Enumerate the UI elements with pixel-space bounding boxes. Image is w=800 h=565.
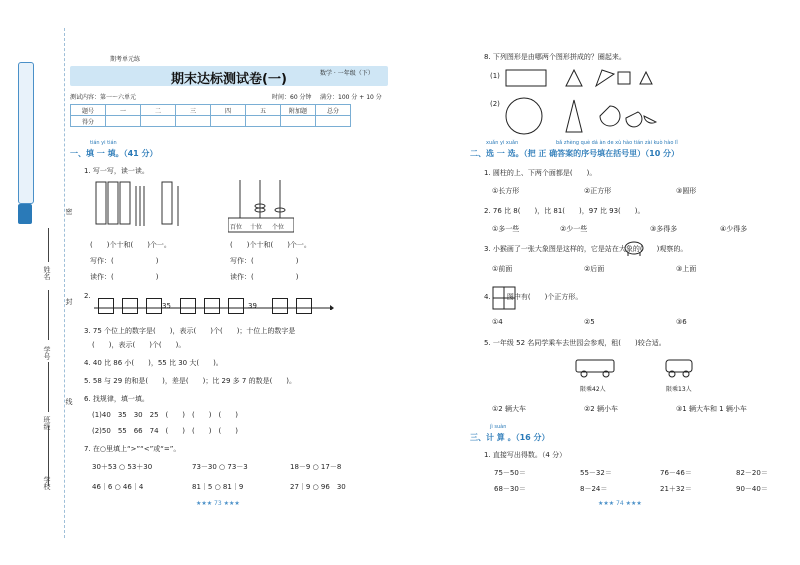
abacus-label-ones: 个位 (272, 224, 285, 231)
class-label: 班级 (43, 416, 51, 430)
calc-item: 75－50＝ (494, 469, 526, 477)
sidebar (14, 28, 73, 538)
table-cell: 附加题 (281, 105, 316, 116)
seal-mark-3: 线 (65, 398, 73, 405)
sec2-pinyin-b: bǎ zhèng què dá àn de xù hào tián zài kuò hào lǐ (556, 140, 678, 146)
table-cell: 五 (246, 105, 281, 116)
c2-text: 2. 76 比 8( )，比 81( )，97 比 93( )。 (484, 207, 645, 215)
number-line-box[interactable] (296, 298, 312, 314)
q8-1-label: (1) (490, 72, 500, 80)
c1-text: 1. 圆柱的上、下两个面都是( )。 (484, 169, 597, 177)
sec3-pinyin: jì suàn (490, 424, 507, 430)
q7-item: 73－30 ○ 73－3 (192, 463, 248, 471)
table-cell: 总分 (316, 105, 351, 116)
q3-text: 3. 75 个位上的数字是( )，表示( )个( )；十位上的数字是 (84, 327, 296, 335)
table-cell: 三 (176, 105, 211, 116)
q1-right-line2: 写作：( ) (230, 257, 299, 265)
q7-item: 18－9 ○ 17－8 (290, 463, 342, 471)
c2-option[interactable]: ①多一些 (492, 225, 520, 233)
q7-item: 27｜9 ○ 96 30 (290, 483, 346, 491)
q8-text: 8. 下列图形是由哪两个图形拼成的？圈起来。 (484, 53, 626, 61)
square-grid-icon (492, 286, 516, 310)
table-cell: 四 (211, 105, 246, 116)
score-cell[interactable] (211, 116, 246, 127)
q8-1-shapes (504, 66, 664, 90)
side-note-strip (18, 62, 34, 204)
c1-option[interactable]: ②正方形 (584, 187, 612, 195)
test-time: 时间：60 分钟 (272, 94, 312, 101)
seal-mark-2: 封 (65, 298, 73, 305)
c1-option[interactable]: ①长方形 (492, 187, 520, 195)
number-line-label-35: 35 (162, 302, 171, 310)
c1-option[interactable]: ③圆形 (676, 187, 697, 195)
number-line-label-39: 39 (248, 302, 257, 310)
test-score: 满分：100 分 + 10 分 (320, 94, 382, 101)
calc-item: 8－24＝ (580, 485, 608, 493)
calc-item: 76－46＝ (660, 469, 692, 477)
score-cell[interactable] (281, 116, 316, 127)
name-field[interactable] (48, 228, 49, 262)
q6a-text: (1)40 35 30 25 ( ) ( ) ( ) (92, 411, 238, 419)
sec3-title: 三、计 算 。（16 分） (470, 433, 550, 442)
c5-option[interactable]: ③1 辆大车和 1 辆小车 (676, 405, 747, 413)
q8-2-shapes (504, 96, 664, 136)
calc-item: 82－20＝ (736, 469, 768, 477)
number-label: 学号 (43, 346, 51, 360)
number-line-box[interactable] (98, 298, 114, 314)
q7-item: 30＋53 ○ 53＋30 (92, 463, 153, 471)
bundle-sticks-image (94, 180, 154, 232)
c4-option[interactable]: ①4 (492, 318, 503, 326)
c4-option[interactable]: ②5 (584, 318, 595, 326)
q1-left-line3: 读作：( ) (90, 273, 159, 281)
q1-right-line1: ( )个十和( )个一。 (230, 241, 311, 249)
table-cell: 二 (141, 105, 176, 116)
table-cell: 一 (106, 105, 141, 116)
school-field[interactable] (48, 426, 49, 486)
q3-text-cont: ( )，表示( )个( )。 (92, 341, 186, 349)
c3-text: 3. 小猴画了一张大象图是这样的，它是站在大象的( )观察的。 (484, 245, 688, 253)
c4-option[interactable]: ③6 (676, 318, 687, 326)
page-number-left: ★★★ 73 ★★★ (196, 500, 240, 507)
small-bus-icon (664, 358, 694, 378)
q7-item: 46｜6 ○ 46｜4 (92, 483, 144, 491)
q7-text: 7. 在○里填上“>”“<”或“=”。 (84, 445, 181, 453)
calc-item: 21＋32＝ (660, 485, 692, 493)
c3-option[interactable]: ①前面 (492, 265, 513, 273)
c3-option[interactable]: ③上面 (676, 265, 697, 273)
q5-text: 5. 58 与 29 的和是( )，差是( )；比 29 多 7 的数是( )。 (84, 377, 297, 385)
page-number-right: ★★★ 74 ★★★ (598, 500, 642, 507)
abacus-label-hundreds: 百位 (230, 224, 243, 231)
number-line-box[interactable] (204, 298, 220, 314)
calc-item: 68－30＝ (494, 485, 526, 493)
small-bus-label: 限乘13人 (666, 386, 692, 393)
q1-left-line2: 写作：( ) (90, 257, 159, 265)
seal-mark-1: 密 (65, 208, 73, 215)
score-cell[interactable] (316, 116, 351, 127)
number-line-box[interactable] (272, 298, 288, 314)
c4-text: 4. 图中有( )个正方形。 (484, 293, 583, 301)
c5-text: 5. 一年级 52 名同学乘车去世园会参观，租( )较合适。 (484, 339, 666, 347)
q1-right-line3: 读作：( ) (230, 273, 299, 281)
score-table-head-row (71, 105, 351, 116)
q2-text: 2. (84, 292, 91, 300)
q4-text: 4. 40 比 86 小( )，55 比 30 大( )。 (84, 359, 223, 367)
school-label: 学校 (43, 476, 51, 490)
table-cell: 得分 (71, 116, 106, 127)
d1-text: 1. 直接写出得数。（4 分） (484, 451, 567, 459)
number-line-box[interactable] (180, 298, 196, 314)
name-label: 姓名 (43, 266, 51, 280)
test-scope: 测试内容：第一～六单元 (70, 94, 137, 101)
sec1-pinyin: tián yi tián (90, 140, 117, 146)
c2-option[interactable]: ③多得多 (650, 225, 678, 233)
sec1-title: 一、填 一 填。（41 分） (70, 149, 158, 158)
q1-text: 1. 写一写，读一读。 (84, 167, 149, 175)
number-field[interactable] (48, 290, 49, 340)
score-cell[interactable] (141, 116, 176, 127)
header-tag: 期考单元练 (110, 56, 141, 63)
q7-item: 81｜5 ○ 81｜9 (192, 483, 244, 491)
calc-item: 55－32＝ (580, 469, 612, 477)
abacus-label-tens: 十位 (250, 224, 263, 231)
c5-option[interactable]: ②2 辆小车 (584, 405, 618, 413)
number-line-box[interactable] (146, 298, 162, 314)
score-table (70, 104, 351, 127)
page-title: 期末达标测试卷(一) (171, 72, 287, 87)
score-table-score-row (71, 116, 351, 127)
q1-left-line1: ( )个十和( )个一。 (90, 241, 171, 249)
elephant-drawing-icon (622, 240, 646, 256)
q8-2-label: (2) (490, 100, 500, 108)
table-cell: 题号 (71, 105, 106, 116)
c3-option[interactable]: ②后面 (584, 265, 605, 273)
q6b-text: (2)50 55 66 74 ( ) ( ) ( ) (92, 427, 238, 435)
subject-label: 数学 · 一年级（下） (320, 70, 374, 77)
c5-option[interactable]: ①2 辆大车 (492, 405, 526, 413)
sec2-pinyin-a: xuǎn yi xuǎn (486, 140, 519, 146)
number-line-box[interactable] (122, 298, 138, 314)
sticks-image (160, 180, 190, 232)
c2-option[interactable]: ②少一些 (560, 225, 588, 233)
number-line-box[interactable] (228, 298, 244, 314)
c2-option[interactable]: ④少得多 (720, 225, 748, 233)
sec2-title: 二、选 一 选。（把 正 确答案的序号填在括号里）（10 分） (470, 149, 680, 158)
score-cell[interactable] (106, 116, 141, 127)
calc-item: 90－40＝ (736, 485, 768, 493)
big-bus-label: 限乘42人 (580, 386, 606, 393)
score-cell[interactable] (246, 116, 281, 127)
q6-text: 6. 找规律，填一填。 (84, 395, 149, 403)
class-field[interactable] (48, 362, 49, 412)
big-bus-icon (574, 358, 616, 378)
side-tag (18, 204, 32, 224)
score-cell[interactable] (176, 116, 211, 127)
